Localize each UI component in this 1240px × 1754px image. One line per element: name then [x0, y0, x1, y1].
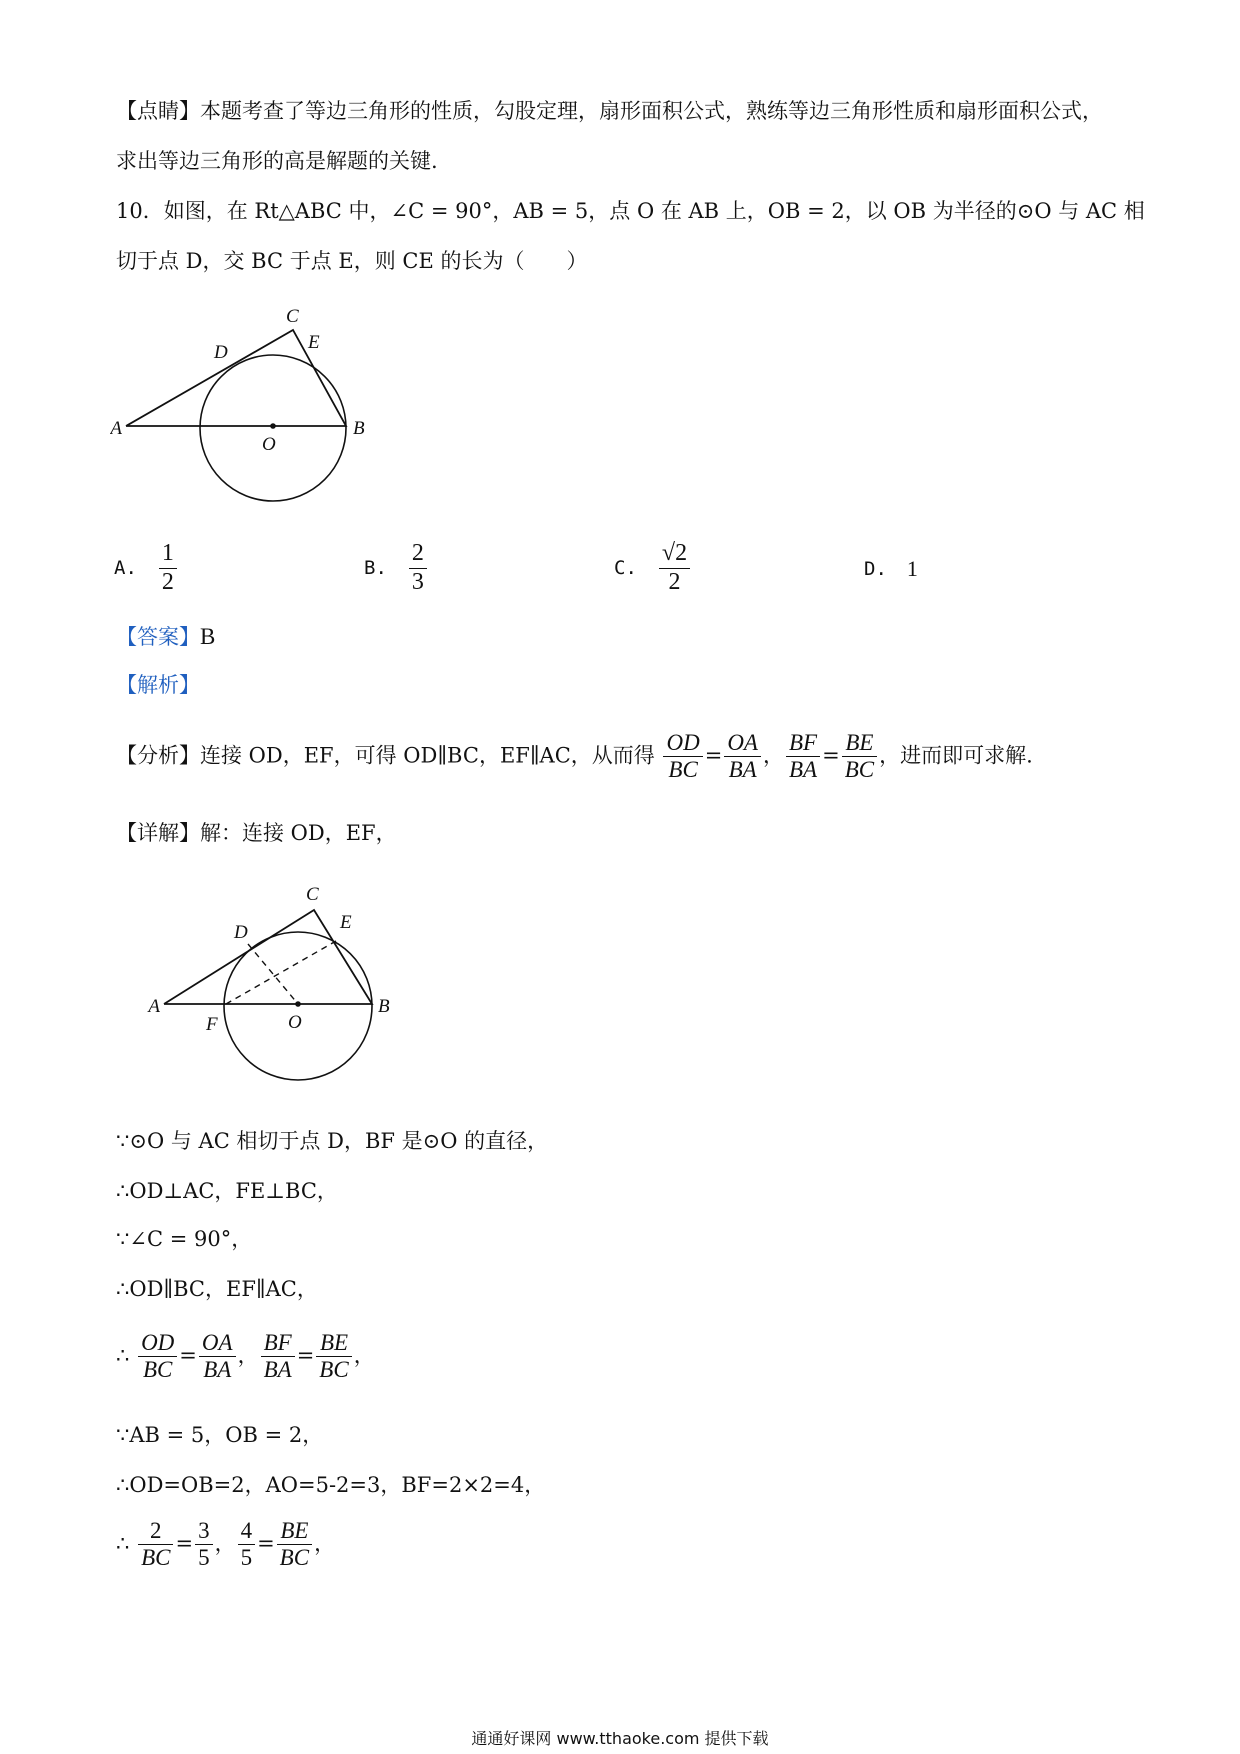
- answer-value: B: [200, 624, 216, 649]
- option-b-den: 3: [411, 568, 424, 595]
- question-line2: 切于点 D，交 BC 于点 E，则 CE 的长为（ ）: [116, 249, 588, 273]
- answer-line: [116, 622, 215, 652]
- step-2: ∴OD⊥AC，FE⊥BC，: [116, 1179, 338, 1203]
- dianjing-line1: [116, 96, 1103, 126]
- step-8-tail: ，: [314, 1531, 336, 1556]
- step-5-prefix: ∴: [116, 1343, 130, 1368]
- option-a-label: A.: [114, 557, 137, 580]
- fig1-label-e: E: [308, 332, 320, 353]
- jiexi-tag: 【解析】: [116, 673, 200, 697]
- step-8-f3-num: 4: [238, 1518, 256, 1545]
- fenxi-tag: 【分析】: [116, 743, 200, 768]
- fig2-label-d: D: [234, 922, 248, 943]
- option-b: [364, 540, 429, 596]
- answer-tag: 【答案】: [116, 625, 200, 649]
- xiangjie-line: [116, 818, 397, 848]
- step-8-prefix: ∴: [116, 1531, 130, 1556]
- step-8-sep: ，: [214, 1531, 236, 1556]
- fenxi-line: 【分析】连接 OD，EF，可得 OD∥BC，EF∥AC，从而得 $\frac{OD}{BC}$ = $\frac{OA}{BA}$ ， $\frac{BF}{BA}$ = $\frac{BE}{BC}$ ，进而即可求解.: [116, 730, 1033, 783]
- step-8: ∴ $\frac{2}{BC}$ = $\frac{3}{5}$ ， $\frac{4}{5}$ = $\frac{BE}{BC}$ ，: [116, 1518, 336, 1571]
- fig2-label-a: A: [148, 996, 160, 1017]
- step-5: ∴ $\frac{OD}{BC}$ = $\frac{OA}{BA}$ ， $\frac{BF}{BA}$ = $\frac{BE}{BC}$ ，: [116, 1330, 375, 1383]
- step-5-f2-num: OA: [199, 1330, 236, 1357]
- fenxi-f3-num: BF: [786, 730, 820, 757]
- page-footer: 通通好课网 www.tthaoke.com 提供下载: [471, 1729, 769, 1748]
- step-5-f4-den: BC: [319, 1357, 349, 1383]
- option-c-label: C.: [614, 557, 637, 580]
- fenxi-f3-den: BA: [788, 757, 818, 783]
- fenxi-sep: ，: [762, 743, 784, 768]
- dianjing-tag: 【点睛】: [116, 99, 200, 123]
- option-d: [864, 556, 918, 582]
- option-d-value: 1: [906, 556, 918, 581]
- option-c-num: √2: [659, 540, 690, 569]
- step-8-f2-den: 5: [198, 1545, 210, 1571]
- step-8-f1-num: 2: [138, 1518, 173, 1545]
- step-5-sep: ，: [237, 1343, 259, 1368]
- fenxi-f2-num: OA: [724, 730, 761, 757]
- step-5-f1-den: BC: [142, 1357, 173, 1383]
- question-line1: 10．如图，在 Rt△ABC 中，∠C = 90°，AB = 5，点 O 在 AB 上，OB = 2，以 OB 为半径的⊙O 与 AC 相: [116, 199, 1145, 223]
- step-5-f4-num: BE: [316, 1330, 351, 1357]
- figure-1-diagram: [110, 298, 390, 508]
- fig2-label-o: O: [288, 1012, 302, 1033]
- step-5-tail: ，: [353, 1343, 375, 1368]
- figure-2-diagram: [140, 870, 420, 1090]
- step-8-f3-den: 5: [240, 1545, 253, 1571]
- option-a: [114, 540, 179, 596]
- step-5-f2-den: BA: [203, 1357, 232, 1383]
- step-8-f1-den: BC: [141, 1545, 171, 1571]
- step-7: ∴OD=OB=2，AO=5-2=3，BF=2×2=4，: [116, 1473, 546, 1497]
- fig1-label-d: D: [214, 342, 228, 363]
- fig2-label-c: C: [306, 884, 319, 905]
- option-a-num: 1: [159, 540, 177, 569]
- fenxi-f2-den: BA: [728, 757, 757, 783]
- option-a-den: 2: [161, 568, 174, 595]
- step-8-f4-den: BC: [279, 1545, 310, 1571]
- step-1: ∵⊙O 与 AC 相切于点 D，BF 是⊙O 的直径，: [116, 1129, 549, 1153]
- fig1-label-a: A: [110, 418, 122, 439]
- option-b-label: B.: [364, 557, 387, 580]
- fig1-label-c: C: [286, 306, 299, 327]
- step-3: ∵∠C = 90°，: [116, 1227, 253, 1251]
- fenxi-tail: ，进而即可求解.: [879, 743, 1033, 768]
- xiangjie-text: 解：连接 OD，EF，: [200, 821, 397, 845]
- option-d-label: D.: [864, 558, 887, 580]
- fenxi-text: 连接 OD，EF，可得 OD∥BC，EF∥AC，从而得: [200, 743, 655, 768]
- xiangjie-tag: 【详解】: [116, 821, 200, 845]
- option-b-num: 2: [409, 540, 427, 569]
- step-5-f3-den: BA: [263, 1357, 292, 1383]
- fenxi-f4-den: BC: [844, 757, 875, 783]
- option-c-den: 2: [668, 568, 681, 595]
- step-5-f1-num: OD: [138, 1330, 177, 1357]
- step-4: ∴OD∥BC，EF∥AC，: [116, 1277, 318, 1301]
- fenxi-f4-num: BE: [842, 730, 877, 757]
- dianjing-line2: 求出等边三角形的高是解题的关键.: [116, 149, 438, 173]
- step-8-f4-num: BE: [277, 1518, 312, 1545]
- fig2-label-e: E: [340, 912, 352, 933]
- step-6: ∵AB = 5，OB = 2，: [116, 1423, 324, 1447]
- step-8-f2-num: 3: [195, 1518, 213, 1545]
- fig1-label-b: B: [353, 418, 365, 439]
- step-5-f3-num: BF: [261, 1330, 295, 1357]
- fenxi-f1-den: BC: [668, 757, 698, 783]
- option-c: [614, 540, 692, 596]
- fig2-label-b: B: [378, 996, 390, 1017]
- fig2-label-f: F: [206, 1014, 218, 1035]
- dianjing-text1: 本题考查了等边三角形的性质，勾股定理，扇形面积公式，熟练等边三角形性质和扇形面积公式，: [200, 99, 1103, 123]
- fenxi-f1-num: OD: [663, 730, 702, 757]
- fig1-label-o: O: [262, 434, 276, 455]
